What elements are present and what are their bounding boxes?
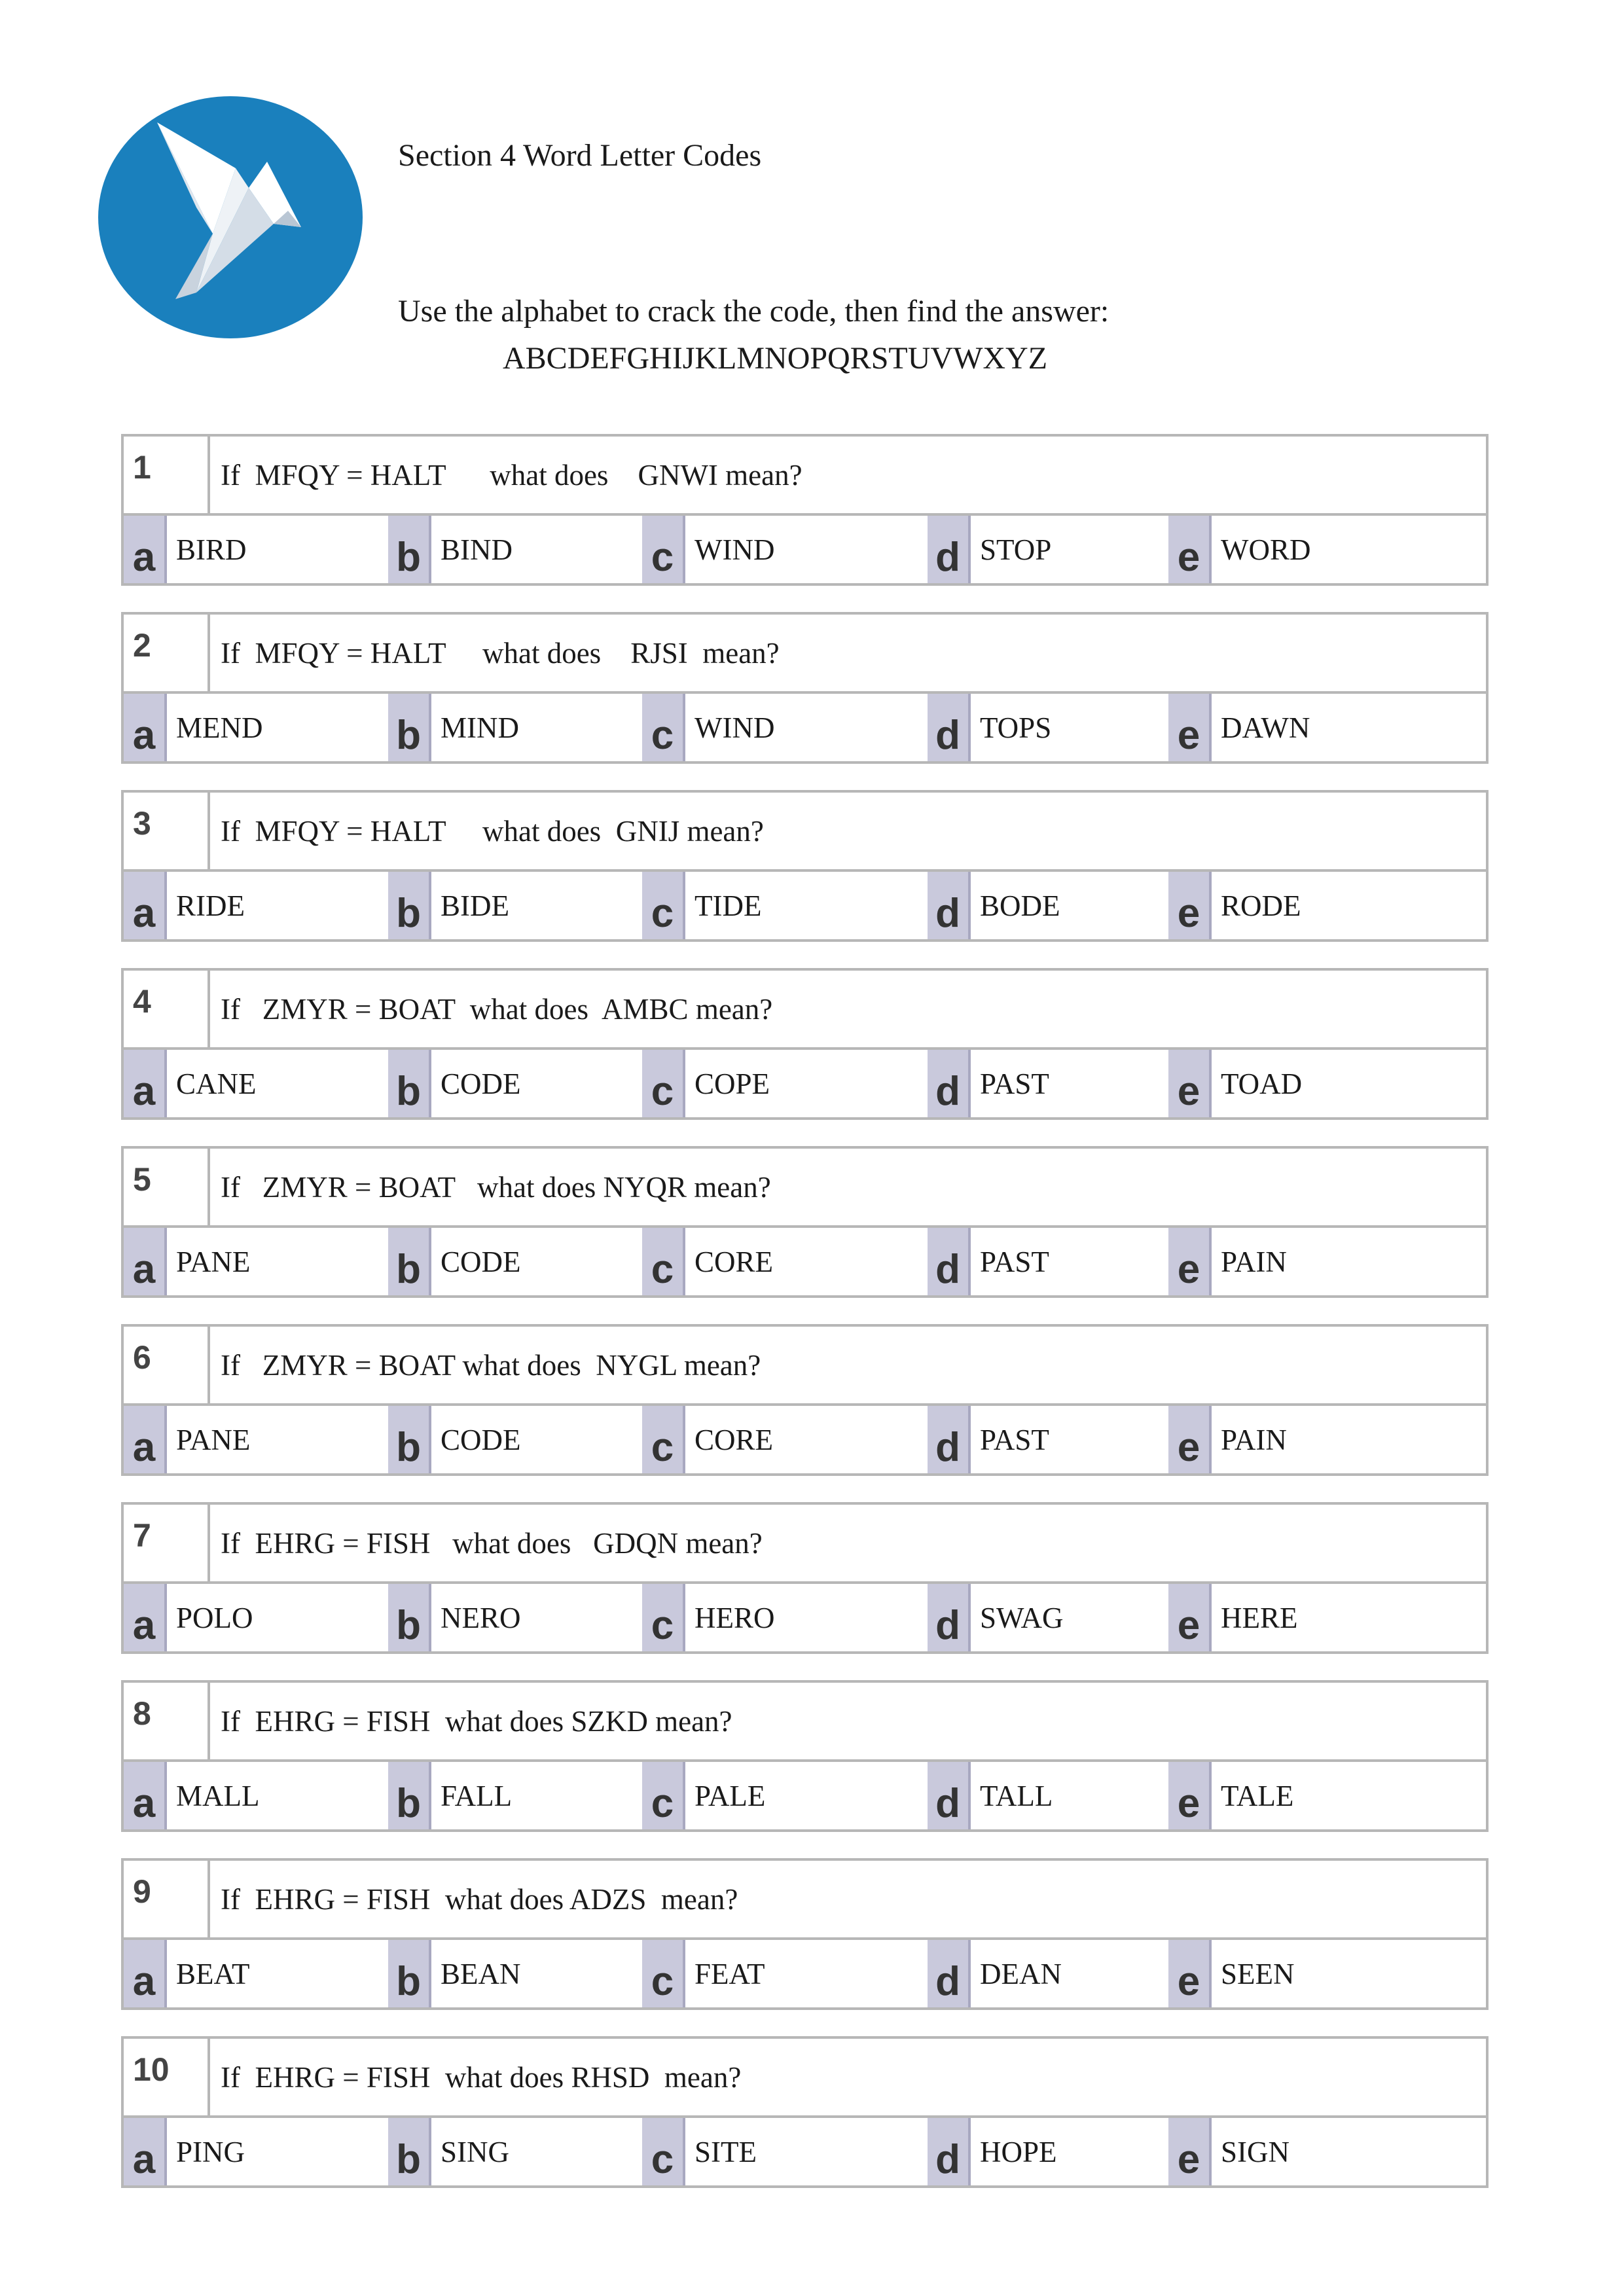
option-word: CANE: [176, 1067, 257, 1100]
option-letter-c: c: [642, 1406, 685, 1473]
option-e[interactable]: [1168, 1762, 1486, 1829]
option-c[interactable]: [642, 516, 928, 583]
option-b[interactable]: [388, 516, 642, 583]
option-letter-b: b: [388, 2118, 431, 2185]
option-letter-a: a: [124, 1584, 167, 1651]
option-word: BEAN: [441, 1957, 521, 1990]
option-word: MALL: [176, 1779, 260, 1812]
answer-options: [121, 1406, 1489, 1476]
option-b[interactable]: [388, 2118, 642, 2185]
option-letter-d: d: [928, 1050, 971, 1117]
option-word: COPE: [695, 1067, 770, 1100]
question-text: If EHRG = FISH what does SZKD mean?: [221, 1704, 732, 1738]
answer-options: [121, 516, 1489, 586]
question-text: If EHRG = FISH what does ADZS mean?: [221, 1882, 738, 1916]
option-letter-d: d: [928, 1940, 971, 2007]
option-letter-c: c: [642, 872, 685, 939]
option-letter-a: a: [124, 1406, 167, 1473]
option-word: BIDE: [441, 889, 509, 922]
option-letter-e: e: [1168, 1406, 1212, 1473]
option-e[interactable]: [1168, 1050, 1486, 1117]
option-a[interactable]: [124, 1406, 388, 1473]
question-1: [121, 434, 1489, 586]
instructions-text: Use the alphabet to crack the code, then find the answer:: [398, 294, 1110, 329]
option-word: PANE: [176, 1245, 251, 1278]
question-header: [121, 1324, 1489, 1406]
option-d[interactable]: [928, 1050, 1168, 1117]
section-title: Section 4 Word Letter Codes: [398, 138, 762, 173]
question-2: [121, 612, 1489, 764]
option-e[interactable]: [1168, 516, 1486, 583]
option-word: BIND: [441, 533, 513, 566]
option-c[interactable]: [642, 1940, 928, 2007]
question-header: [121, 1502, 1489, 1584]
question-3: [121, 790, 1489, 942]
option-letter-c: c: [642, 1762, 685, 1829]
option-d[interactable]: [928, 516, 1168, 583]
question-number: 10: [124, 2039, 210, 2115]
option-word: WORD: [1221, 533, 1311, 566]
option-c[interactable]: [642, 1406, 928, 1473]
question-number: 6: [124, 1327, 210, 1403]
option-letter-b: b: [388, 1940, 431, 2007]
option-c[interactable]: [642, 1050, 928, 1117]
option-word: MEND: [176, 711, 263, 744]
option-word: CODE: [441, 1067, 521, 1100]
option-word: PAST: [980, 1423, 1049, 1456]
option-letter-a: a: [124, 872, 167, 939]
question-header: [121, 434, 1489, 516]
option-a[interactable]: [124, 694, 388, 761]
option-word: TALE: [1221, 1779, 1294, 1812]
option-b[interactable]: [388, 1584, 642, 1651]
option-word: FALL: [441, 1779, 513, 1812]
option-d[interactable]: [928, 872, 1168, 939]
option-letter-c: c: [642, 1940, 685, 2007]
option-word: HOPE: [980, 2135, 1057, 2168]
option-word: PING: [176, 2135, 245, 2168]
option-b[interactable]: [388, 1762, 642, 1829]
option-letter-b: b: [388, 1406, 431, 1473]
option-word: FEAT: [695, 1957, 765, 1990]
option-word: PANE: [176, 1423, 251, 1456]
option-word: TOAD: [1221, 1067, 1303, 1100]
option-word: HERO: [695, 1601, 775, 1634]
option-letter-b: b: [388, 872, 431, 939]
question-5: [121, 1146, 1489, 1298]
option-b[interactable]: [388, 872, 642, 939]
question-text: If EHRG = FISH what does RHSD mean?: [221, 2060, 742, 2094]
option-d[interactable]: [928, 1406, 1168, 1473]
option-b[interactable]: [388, 1940, 642, 2007]
origami-bird-logo-icon: [98, 96, 363, 338]
option-letter-e: e: [1168, 1940, 1212, 2007]
answer-options: [121, 1584, 1489, 1654]
option-letter-d: d: [928, 1406, 971, 1473]
question-number: 8: [124, 1683, 210, 1759]
answer-options: [121, 694, 1489, 764]
question-number: 9: [124, 1861, 210, 1937]
option-letter-a: a: [124, 1050, 167, 1117]
option-d[interactable]: [928, 694, 1168, 761]
option-e[interactable]: [1168, 1584, 1486, 1651]
option-d[interactable]: [928, 2118, 1168, 2185]
question-text: If ZMYR = BOAT what does AMBC mean?: [221, 992, 773, 1026]
question-text: If ZMYR = BOAT what does NYGL mean?: [221, 1348, 761, 1382]
option-word: CODE: [441, 1423, 521, 1456]
option-letter-e: e: [1168, 516, 1212, 583]
question-6: [121, 1324, 1489, 1476]
option-letter-c: c: [642, 1228, 685, 1295]
option-letter-b: b: [388, 694, 431, 761]
option-letter-c: c: [642, 1584, 685, 1651]
option-a[interactable]: [124, 1584, 388, 1651]
option-a[interactable]: [124, 1762, 388, 1829]
option-letter-a: a: [124, 1940, 167, 2007]
option-b[interactable]: [388, 1228, 642, 1295]
option-word: MIND: [441, 711, 519, 744]
question-number: 1: [124, 437, 210, 513]
option-letter-d: d: [928, 516, 971, 583]
option-a[interactable]: [124, 1228, 388, 1295]
option-word: PAIN: [1221, 1245, 1287, 1278]
option-e[interactable]: [1168, 2118, 1486, 2185]
option-word: SITE: [695, 2135, 757, 2168]
option-a[interactable]: [124, 2118, 388, 2185]
option-letter-a: a: [124, 516, 167, 583]
question-header: [121, 1146, 1489, 1228]
question-text: If MFQY = HALT what does RJSI mean?: [221, 636, 780, 670]
option-word: STOP: [980, 533, 1052, 566]
option-a[interactable]: [124, 516, 388, 583]
option-b[interactable]: [388, 1050, 642, 1117]
option-e[interactable]: [1168, 1940, 1486, 2007]
option-letter-e: e: [1168, 694, 1212, 761]
option-word: CORE: [695, 1245, 774, 1278]
option-c[interactable]: [642, 1584, 928, 1651]
option-word: BODE: [980, 889, 1060, 922]
option-d[interactable]: [928, 1228, 1168, 1295]
option-letter-a: a: [124, 694, 167, 761]
option-d[interactable]: [928, 1940, 1168, 2007]
option-letter-e: e: [1168, 872, 1212, 939]
option-word: SEEN: [1221, 1957, 1295, 1990]
option-letter-b: b: [388, 1584, 431, 1651]
option-letter-b: b: [388, 516, 431, 583]
question-number: 5: [124, 1149, 210, 1225]
question-header: [121, 2036, 1489, 2118]
option-letter-a: a: [124, 1762, 167, 1829]
option-word: SIGN: [1221, 2135, 1290, 2168]
question-header: [121, 1680, 1489, 1762]
option-letter-a: a: [124, 2118, 167, 2185]
question-10: [121, 2036, 1489, 2188]
option-b[interactable]: [388, 694, 642, 761]
option-e[interactable]: [1168, 1406, 1486, 1473]
option-e[interactable]: [1168, 1228, 1486, 1295]
option-word: RODE: [1221, 889, 1301, 922]
question-header: [121, 1858, 1489, 1940]
option-word: WIND: [695, 711, 775, 744]
question-header: [121, 790, 1489, 872]
option-c[interactable]: [642, 2118, 928, 2185]
question-text: If EHRG = FISH what does GDQN mean?: [221, 1526, 763, 1560]
option-letter-c: c: [642, 1050, 685, 1117]
answer-options: [121, 1050, 1489, 1120]
option-d[interactable]: [928, 1762, 1168, 1829]
option-letter-e: e: [1168, 1584, 1212, 1651]
option-letter-d: d: [928, 694, 971, 761]
option-letter-b: b: [388, 1228, 431, 1295]
option-d[interactable]: [928, 1584, 1168, 1651]
question-4: [121, 968, 1489, 1120]
option-word: SWAG: [980, 1601, 1064, 1634]
question-text: If MFQY = HALT what does GNIJ mean?: [221, 814, 764, 848]
question-number: 7: [124, 1505, 210, 1581]
option-word: WIND: [695, 533, 775, 566]
answer-options: [121, 1762, 1489, 1832]
question-number: 2: [124, 615, 210, 691]
option-letter-d: d: [928, 2118, 971, 2185]
option-letter-b: b: [388, 1762, 431, 1829]
option-word: PAST: [980, 1067, 1049, 1100]
option-letter-d: d: [928, 1228, 971, 1295]
answer-options: [121, 2118, 1489, 2188]
option-letter-b: b: [388, 1050, 431, 1117]
option-word: BEAT: [176, 1957, 250, 1990]
option-letter-c: c: [642, 2118, 685, 2185]
question-8: [121, 1680, 1489, 1832]
option-letter-e: e: [1168, 1228, 1212, 1295]
option-e[interactable]: [1168, 872, 1486, 939]
option-word: RIDE: [176, 889, 245, 922]
option-e[interactable]: [1168, 694, 1486, 761]
option-word: BIRD: [176, 533, 247, 566]
question-number: 4: [124, 971, 210, 1047]
question-list: [121, 434, 1489, 2188]
option-word: DAWN: [1221, 711, 1310, 744]
question-number: 3: [124, 793, 210, 869]
option-word: DEAN: [980, 1957, 1062, 1990]
option-word: CORE: [695, 1423, 774, 1456]
option-b[interactable]: [388, 1406, 642, 1473]
question-header: [121, 612, 1489, 694]
option-letter-e: e: [1168, 1050, 1212, 1117]
option-word: TALL: [980, 1779, 1053, 1812]
option-c[interactable]: [642, 872, 928, 939]
option-c[interactable]: [642, 1228, 928, 1295]
option-word: PAST: [980, 1245, 1049, 1278]
option-letter-c: c: [642, 694, 685, 761]
question-9: [121, 1858, 1489, 2010]
option-word: HERE: [1221, 1601, 1298, 1634]
option-word: PALE: [695, 1779, 766, 1812]
option-a[interactable]: [124, 1940, 388, 2007]
question-text: If MFQY = HALT what does GNWI mean?: [221, 458, 803, 492]
alphabet-reference: ABCDEFGHIJKLMNOPQRSTUVWXYZ: [503, 341, 1048, 376]
answer-options: [121, 1940, 1489, 2010]
option-word: PAIN: [1221, 1423, 1287, 1456]
option-word: TOPS: [980, 711, 1052, 744]
option-a[interactable]: [124, 1050, 388, 1117]
option-c[interactable]: [642, 1762, 928, 1829]
option-letter-d: d: [928, 1762, 971, 1829]
option-word: NERO: [441, 1601, 521, 1634]
option-word: TIDE: [695, 889, 762, 922]
option-letter-e: e: [1168, 2118, 1212, 2185]
answer-options: [121, 872, 1489, 942]
option-word: SING: [441, 2135, 510, 2168]
question-7: [121, 1502, 1489, 1654]
option-c[interactable]: [642, 694, 928, 761]
option-letter-d: d: [928, 872, 971, 939]
question-text: If ZMYR = BOAT what does NYQR mean?: [221, 1170, 771, 1204]
option-letter-e: e: [1168, 1762, 1212, 1829]
option-letter-c: c: [642, 516, 685, 583]
option-letter-a: a: [124, 1228, 167, 1295]
question-header: [121, 968, 1489, 1050]
option-letter-d: d: [928, 1584, 971, 1651]
option-word: POLO: [176, 1601, 253, 1634]
answer-options: [121, 1228, 1489, 1298]
option-a[interactable]: [124, 872, 388, 939]
option-word: CODE: [441, 1245, 521, 1278]
